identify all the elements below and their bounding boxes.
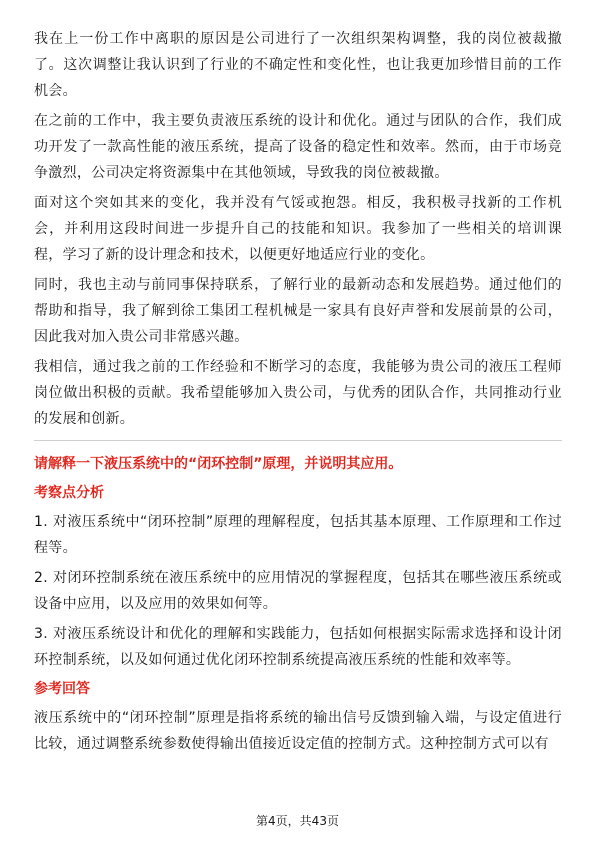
analysis-item: 3. 对液压系统设计和优化的理解和实践能力，包括如何根据实际需求选择和设计闭环控制系统，以及如何通过优化闭环控制系统提高液压系统的性能和效率等。 [34, 626, 562, 668]
reference-answer: 液压系统中的“闭环控制”原理是指将系统的输出信号反馈到输入端，与设定值进行比较，通过调整系统参数使得输出值接近设定值的控制方式。这种控制方式可以有 [34, 710, 562, 752]
page-number: 第4页，共43页 [256, 814, 339, 828]
body-paragraph: 同时，我也主动与前同事保持联系，了解行业的最新动态和发展趋势。通过他们的帮助和指导，我了解到徐工集团工程机械是一家具有良好声誉和发展前景的公司，因此我对加入贵公司非常感兴趣。 [34, 277, 562, 345]
document-body [34, 26, 562, 761]
analysis-heading: 考察点分析 [34, 485, 104, 501]
interview-question: 请解释一下液压系统中的“闭环控制”原理，并说明其应用。 [34, 456, 403, 472]
body-paragraph: 面对这个突如其来的变化，我并没有气馁或抱怨。相反，我积极寻找新的工作机会，并利用这段时间进一步提升自己的技能和知识。我参加了一些相关的培训课程，学习了新的设计理念和技术，以便更好地适应行业的变化。 [34, 195, 562, 263]
analysis-item: 1. 对液压系统中“闭环控制”原理的理解程度，包括其基本原理、工作原理和工作过程等。 [34, 514, 562, 556]
reference-heading: 参考回答 [34, 681, 90, 697]
body-paragraph: 我在上一份工作中离职的原因是公司进行了一次组织架构调整，我的岗位被裁撤了。这次调整让我认识到了行业的不确定性和变化性，也让我更加珍惜目前的工作机会。 [34, 31, 562, 99]
analysis-item: 2. 对闭环控制系统在液压系统中的应用情况的掌握程度，包括其在哪些液压系统或设备中应用，以及应用的效果如何等。 [34, 570, 562, 612]
section-divider [34, 440, 562, 441]
body-paragraph: 在之前的工作中，我主要负责液压系统的设计和优化。通过与团队的合作，我们成功开发了一款高性能的液压系统，提高了设备的稳定性和效率。然而，由于市场竞争激烈，公司决定将资源集中在其他领域，导致我的岗位被裁撤。 [34, 113, 562, 181]
body-paragraph: 我相信，通过我之前的工作经验和不断学习的态度，我能够为贵公司的液压工程师岗位做出积极的贡献。我希望能够加入贵公司，与优秀的团队合作，共同推动行业的发展和创新。 [34, 359, 562, 427]
